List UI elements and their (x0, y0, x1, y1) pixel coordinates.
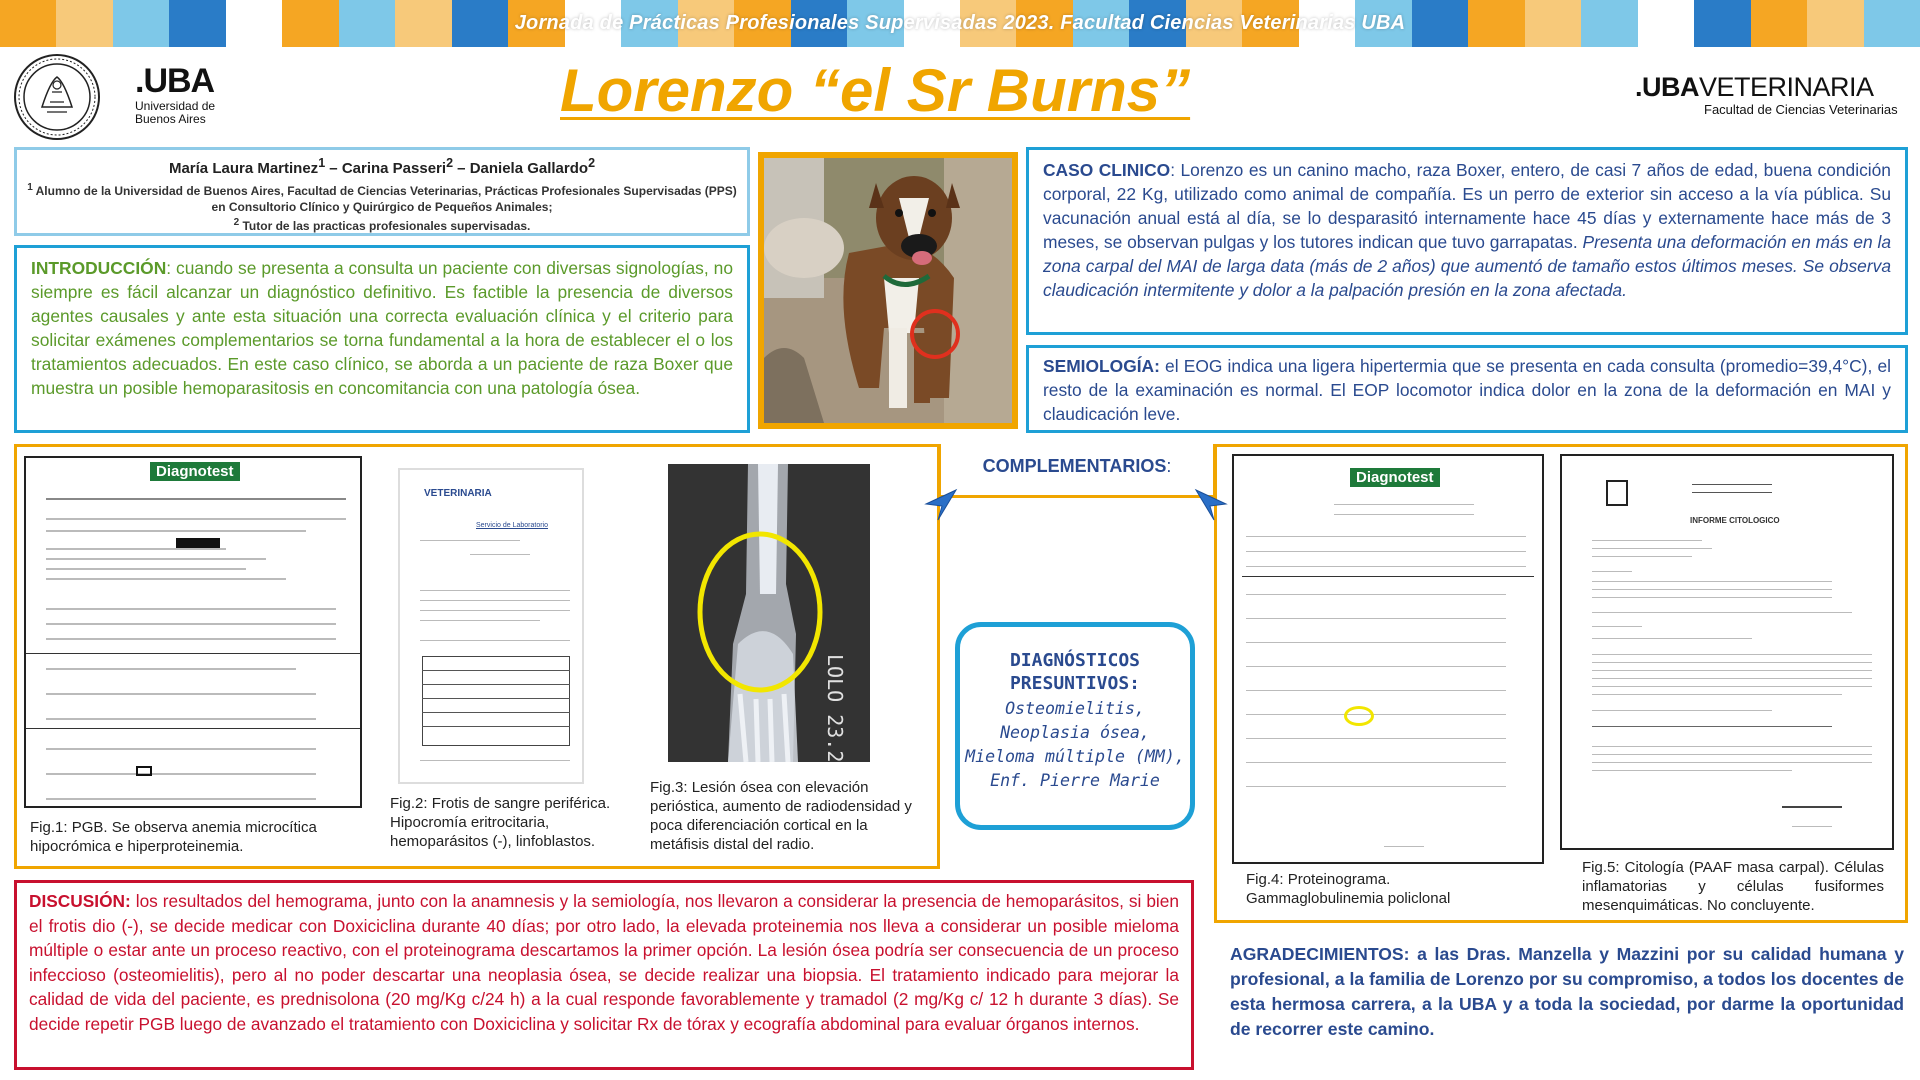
authors-names (27, 156, 737, 177)
vet-logo (1635, 72, 1874, 103)
poster-title: Lorenzo “el Sr Burns” (560, 57, 1191, 124)
fig5-label: Fig.5 (1582, 859, 1616, 876)
clinical-case-italic: Presenta una deformación en más en la zona carpal del MAI de larga data (más de 2 años) que aumentó de tamaño estos últimos meses. Se observa claudicación intermitente y dolor a la palpación presión en la zona afectada. (1043, 232, 1891, 300)
fig2-doc-title: Servicio de Laboratorio (476, 522, 548, 529)
fig1-diagnotest-logo: Diagnotest (150, 462, 240, 481)
fig2-caption (390, 794, 638, 851)
fig5-caption-text: : Citología (PAAF masa carpal). Células inflamatorias y células fusiformes mesenquimáticas. No concluyente. (1582, 859, 1884, 914)
aff1-text: Alumno de la Universidad de Buenos Aires, Facultad de Ciencias Veterinarias, Prácticas Profesionales Supervisadas (PPS) en Consultorio Clínico y Quirúrgico de Pequeños Animales; (32, 184, 737, 214)
semiology-text (1043, 354, 1891, 426)
author-3: – Daniela Gallardo (453, 160, 589, 177)
presumptive-diagnoses-box (955, 622, 1195, 830)
aff1-sup: 1 (27, 182, 33, 193)
complementary-title-box (938, 444, 1216, 498)
semiology-label: SEMIOLOGÍA: (1043, 356, 1160, 376)
uba-logo: .UBA (135, 62, 215, 100)
fig4-caption (1246, 870, 1506, 908)
introduction-box (14, 245, 750, 433)
author-2: – Carina Passeri (325, 160, 447, 177)
fig2-label: Fig.2 (390, 795, 424, 812)
discussion-body: los resultados del hemograma, junto con la anamnesis y la semiología, nos llevaron a considerar la presencia de hemoparásitos, si bien el frotis dio (-), se decide medicar con Doxiciclina durante 40 días; por otro lado, la elevada proteinemia nos lleva a considerar un posible mieloma múltiple o estar ante un proceso reactivo, con el proteinograma descartamos la primer opción. La lesión ósea podría ser consecuencia de un proceso infeccioso (osteomielitis), pero al no poder descartar una neoplasia ósea, se decide realizar una biopsia. El tratamiento indicado para mejorar la calidad de vida del paciente, es prednisolona (20 mg/Kg c/24 h) a la cual responde favorablemente y tramadol (2 mg/Kg c/ 12 h durante 3 días). Se decide repetir PGB luego de avanzado el tratamiento con Doxiciclina y solicitar Rx de tórax y ecografía abdominal para evaluar órganos internos. (29, 891, 1179, 1034)
diagnosis-item: Osteomielitis, (1005, 699, 1145, 718)
authors-affiliations (27, 180, 737, 234)
clinical-case-body: : Lorenzo es un canino macho, raza Boxer, entero, de casi 7 años de edad, buena condición corporal, 22 Kg, utilizado como animal de compañía. Es un perro de exterior sin acceso a la vía pública. Su vacunación anual está al día, se lo desparasitó internamente hace 45 días y externamente hace más de 3 meses, se observan pulgas y los tutores indican que tuvo garrapatas. (1043, 160, 1891, 252)
semiology-box (1026, 345, 1908, 433)
fig1-label: Fig.1 (30, 819, 64, 836)
svg-text:LOLO 23.2: LOLO 23.2 (823, 654, 847, 762)
vet-logo-subtitle: Facultad de Ciencias Veterinarias (1704, 102, 1898, 117)
diagnosis-item: Mieloma múltiple (MM), (965, 747, 1185, 766)
fig2-caption-text: : Frotis de sangre periférica. Hipocromía eritrocitaria, hemoparásitos (-), linfoblastos. (390, 795, 611, 850)
discussion-text (29, 889, 1179, 1036)
aff2-text: Tutor de las practicas profesionales supervisadas. (239, 219, 531, 233)
fig3-caption-text: : Lesión ósea con elevación perióstica, aumento de radiodensidad y poca diferenciación cortical en la metáfisis distal del radio. (650, 779, 912, 853)
clinical-case-text (1043, 158, 1891, 302)
fig5-document (1560, 454, 1894, 850)
fig4-document (1232, 454, 1544, 864)
fig1-caption-text: : PGB. Se observa anemia microcítica hipocrómica e hiperproteinemia. (30, 819, 317, 855)
diagnosis-item: Neoplasia ósea, (1000, 723, 1150, 742)
author-1-sup: 1 (318, 156, 326, 170)
fig4-diagnotest-logo: Diagnotest (1350, 468, 1440, 487)
uba-logo-subtitle: Universidad de Buenos Aires (135, 99, 216, 126)
author-1: María Laura Martinez (168, 160, 319, 177)
author-2-sup: 2 (446, 156, 454, 170)
clinical-case-label: CASO CLINICO (1043, 160, 1171, 180)
discussion-label: DISCUSIÓN: (29, 891, 131, 911)
top-banner (0, 0, 1920, 47)
dog-photo (758, 152, 1018, 429)
complementary-title (941, 444, 1213, 477)
fig5-caption (1582, 858, 1884, 915)
diagnosis-item: Enf. Pierre Marie (990, 771, 1160, 790)
fig3-caption (650, 778, 930, 854)
dog-photo-image (764, 158, 1012, 423)
arrow-left-icon (912, 484, 962, 524)
complementary-title-colon: : (1166, 456, 1172, 476)
diagnoses-list (960, 697, 1190, 793)
introduction-text (31, 256, 733, 400)
aff2-sup: 2 (233, 217, 240, 228)
fig3-xray-image (668, 464, 870, 762)
vet-logo-bold: .UBA (1635, 72, 1699, 102)
vet-logo-light: VETERINARIA (1699, 72, 1874, 102)
fig3-xray (668, 464, 870, 762)
fig5-doc-title: INFORME CITOLOGICO (1690, 516, 1780, 525)
complementary-title-text: COMPLEMENTARIOS (982, 456, 1167, 476)
banner-title: Jornada de Prácticas Profesionales Supervisadas 2023. Facultad Ciencias Veterinarias UBA (514, 12, 1406, 34)
discussion-box (14, 880, 1194, 1070)
diagnoses-title-line1: DIAGNÓSTICOS (1009, 650, 1141, 671)
uba-seal-icon (12, 52, 102, 142)
fig3-label: Fig.3 (650, 779, 684, 796)
fig2-document (398, 468, 584, 784)
clinical-case-box (1026, 147, 1908, 335)
fig1-document (24, 456, 362, 808)
fig4-label: Fig.4 (1246, 871, 1280, 888)
acknowledgements-text: AGRADECIMIENTOS: a las Dras. Manzella y Mazzini por su calidad humana y profesional, a la familia de Lorenzo por su compromiso, a todos los docentes de esta hermosa carrera, a la UBA y a toda la sociedad, por darme la oportunidad de recorrer este camino. (1230, 944, 1904, 1039)
fig1-caption (30, 818, 350, 856)
introduction-label: INTRODUCCIÓN (31, 258, 167, 278)
semiology-body: el EOG indica una ligera hipertermia que se presenta en cada consulta (promedio=39,4°C), el resto de la examinación es normal. El EOP locomotor indica dolor en la zona de la deformación en MAI y claudicación leve. (1043, 356, 1891, 424)
authors-box (14, 147, 750, 236)
fig4-caption-text: : Proteinograma. Gammaglobulinemia policlonal (1246, 871, 1451, 907)
fig2-logo: VETERINARIA (424, 488, 492, 499)
diagnoses-title-line2: PRESUNTIVOS: (1009, 673, 1141, 694)
diagnoses-title (960, 649, 1190, 695)
author-3-sup: 2 (588, 156, 596, 170)
introduction-body: : cuando se presenta a consulta un paciente con diversas signologías, no siempre es fácil alcanzar un diagnóstico definitivo. Es factible la presencia de diversos agentes causales y ante esta situación una correcta evaluación clínica y el criterio para solicitar exámenes complementarios se torna fundamental a la hora de establecer el o los tratamientos adecuados. En este caso clínico, se aborda a un paciente de raza Boxer que muestra un posible hemoparasitosis en concomitancia con una patología ósea. (31, 258, 733, 398)
